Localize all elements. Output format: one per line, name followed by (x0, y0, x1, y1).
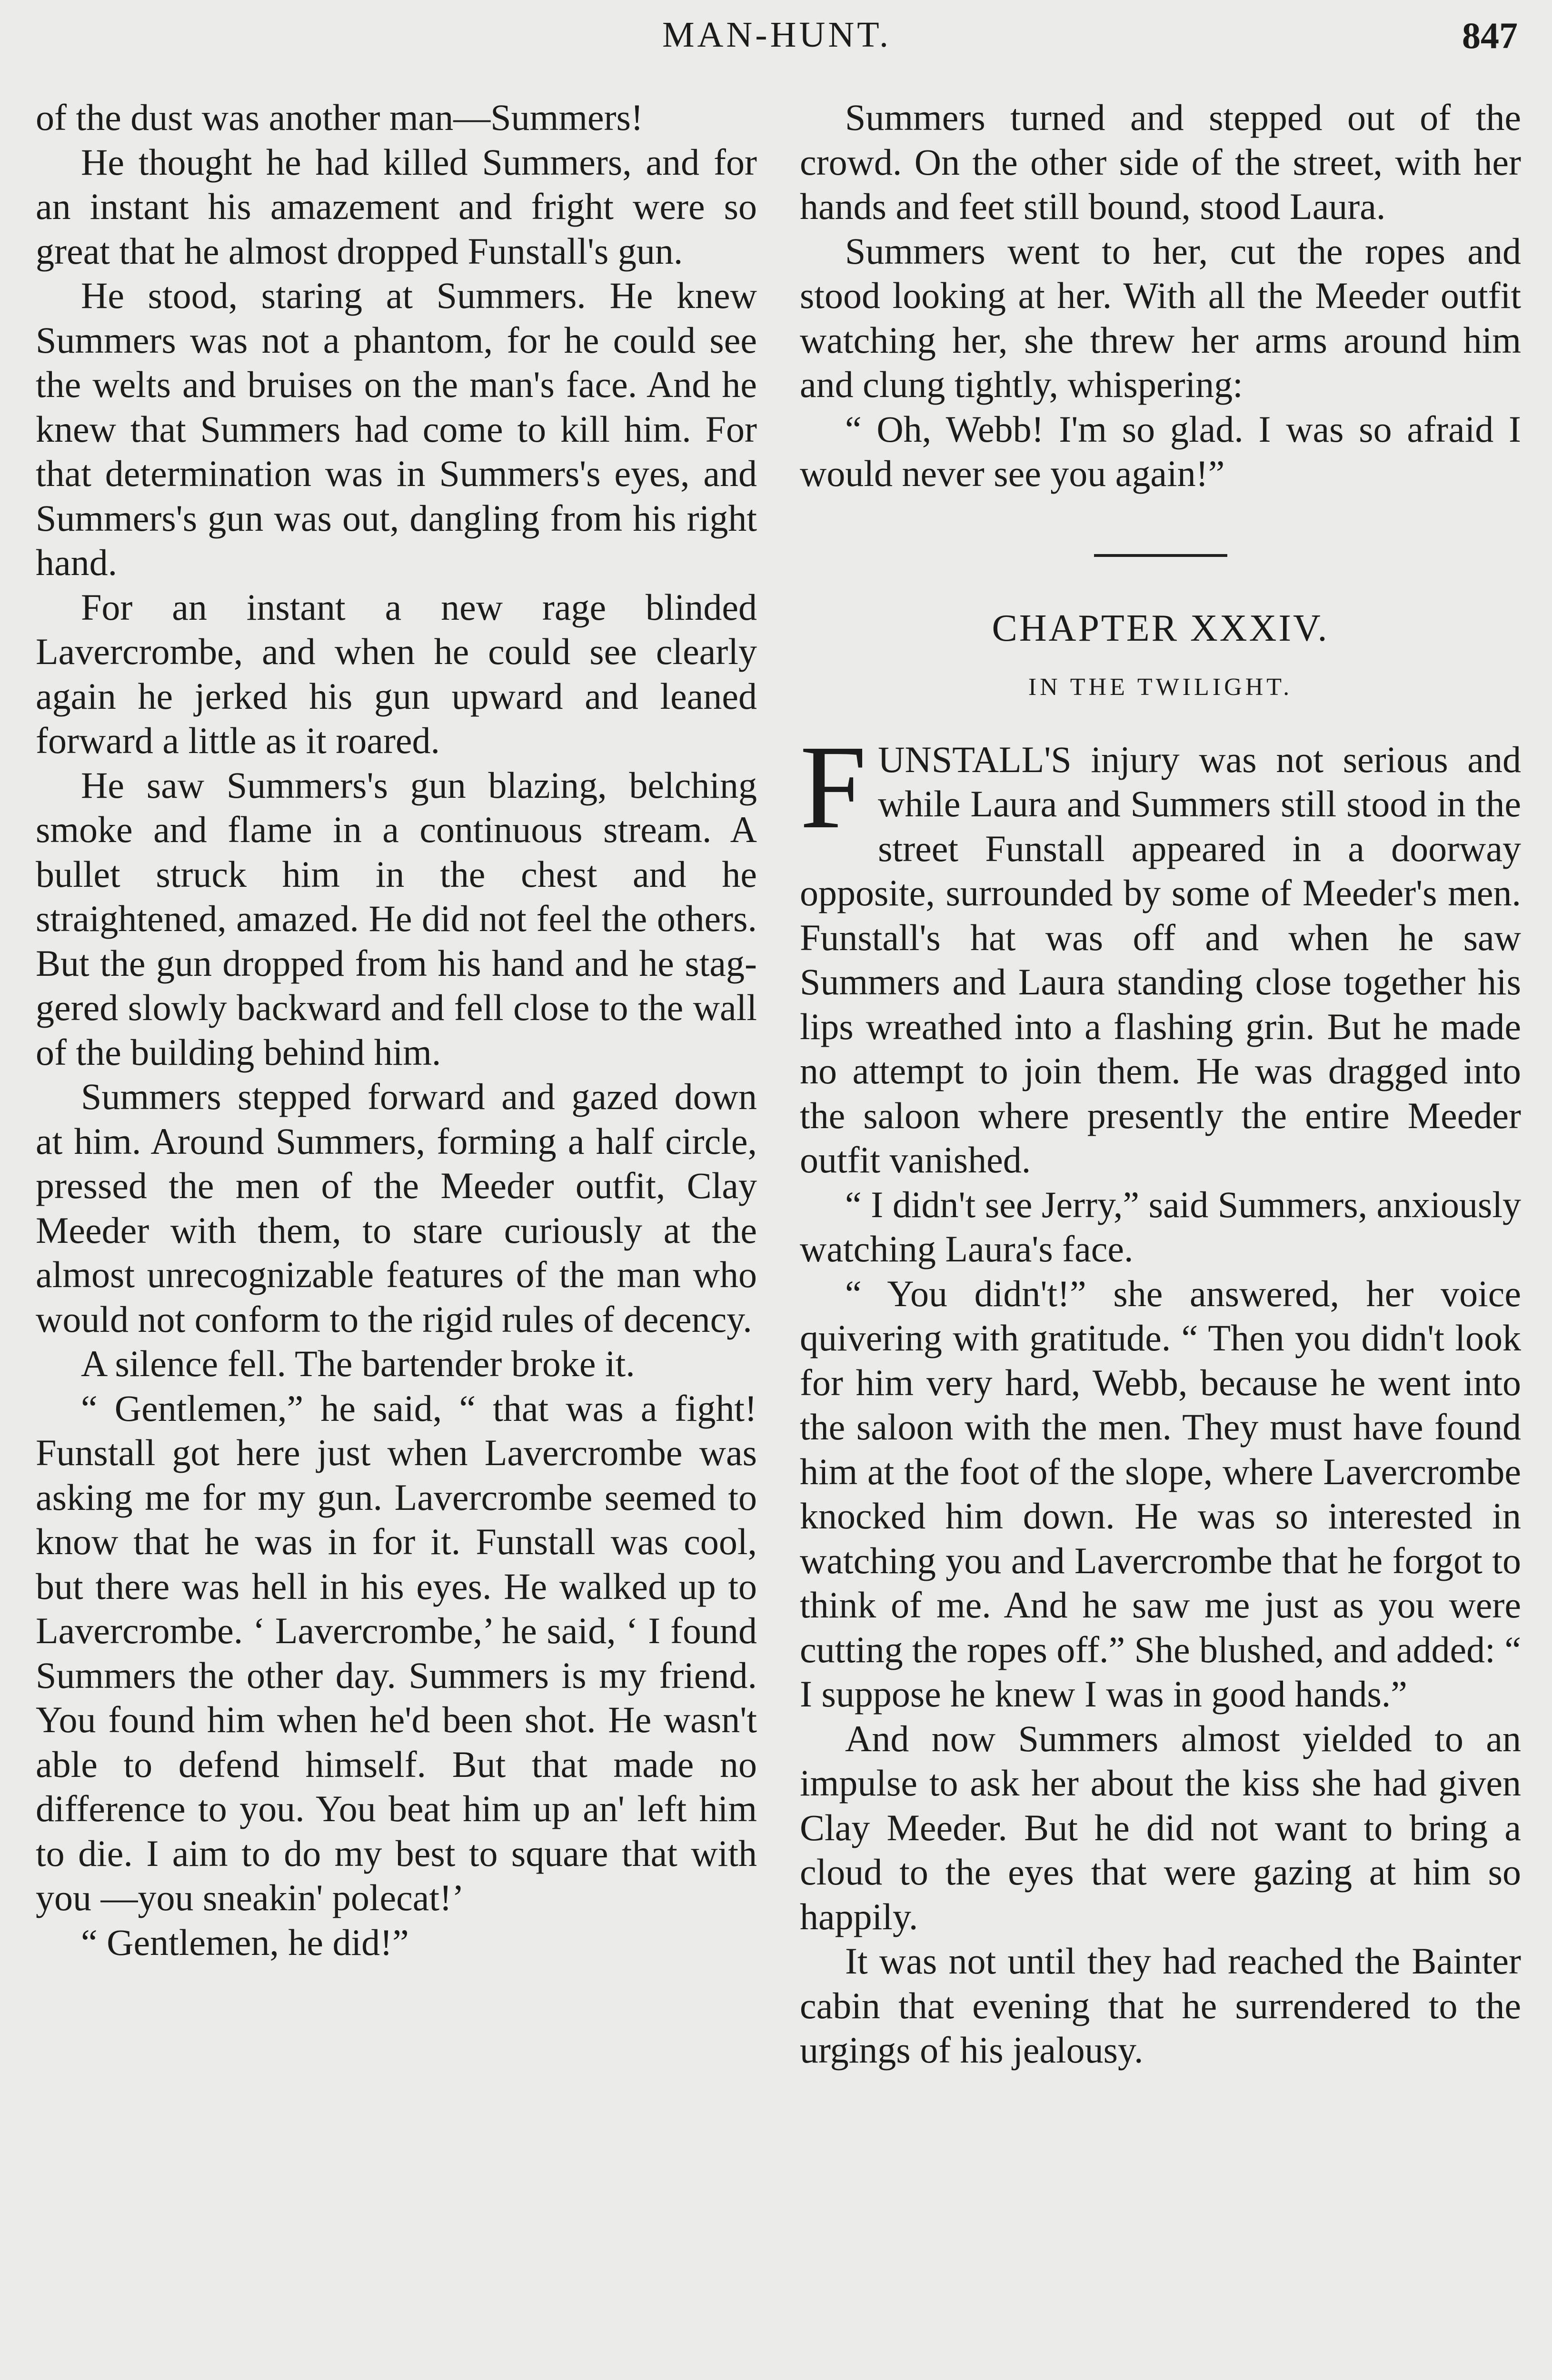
paragraph: For an instant a new rage blinded Lavercrombe, and when he could see clearly again he jerked his gun upward and leaned forward a little as it roared. (36, 586, 757, 761)
drop-cap: F (800, 720, 867, 853)
paragraph: And now Summers almost yielded to an impulse to ask her about the kiss she had given Clay Meeder. But he did not want to bring a cloud to the eyes that were gazing at him so happily. (800, 1717, 1521, 1937)
paragraph: It was not until they had reached the Bainter cabin that evening that he surrendered to the urgings of his jealousy. (800, 1940, 1521, 2071)
page-number: 847 (1462, 15, 1518, 56)
chapter-subtitle: IN THE TWILIGHT. (1028, 674, 1293, 701)
chapter-heading: CHAPTER XXXIV. (992, 607, 1329, 649)
paragraph: Summers turned and stepped out of the crowd. On the other side of the street, with her hands and feet still bound, stood Laura. (800, 97, 1521, 227)
paragraph: He saw Summers's gun blazing, belching smoke and flame in a continuous stream. A bullet struck him in the chest and he straightened, amazed. He did not feel the others. But the gun dropped from his hand and he staggered slowly backward and fell close to the wall of the building behind him. (36, 764, 757, 1073)
paragraph: “ Gentlemen,” he said, “ that was a fight! Funstall got here just when Lavercrombe was asking me for my gun. Lavercrombe seemed to know that he was in for it. Funstall was cool, but there was hell in his eyes. He walked up to Lavercrombe. ‘ Lavercrombe,’ he said, ‘ I found Summers the other day. Summers is my friend. You found him when he'd been shot. He wasn't able to defend himself. But that made no difference to you. You beat him up an' left him to die. I aim to do my best to square that with you —you sneakin' polecat!’ (36, 1387, 757, 1918)
paragraph: Summers went to her, cut the ropes and stood looking at her. With all the Meeder outfit watching her, she threw her arms around him and clung tightly, whispering: (800, 230, 1521, 405)
page-header (36, 10, 1518, 62)
chapter-opening-paragraph (800, 720, 1521, 1182)
paragraph: “ Oh, Webb! I'm so glad. I was so afraid I would never see you again!” (800, 408, 1521, 494)
paragraph: “ Gentlemen, he did!” (81, 1921, 409, 1963)
paragraph: A silence fell. The bartender broke it. (81, 1343, 635, 1384)
paragraph: “ You didn't!” she answered, her voice quivering with gratitude. “ Then you didn't look for him very hard, Webb, because he went into the saloon with the men. They must have found him at the foot of the slope, where Lavercrombe knocked him down. He was so interested in watching you and Lavercrombe that he forgot to think of me. And he saw me just as you were cutting the ropes off.” She blushed, and added: “ I suppose he knew I was in good hands.” (800, 1272, 1521, 1715)
section-divider (1094, 554, 1227, 557)
left-column (36, 95, 757, 1964)
paragraph: He thought he had killed Summers, and for an instant his amazement and fright were so great that he almost dropped Funstall's gun. (36, 141, 757, 272)
paragraph: Summers stepped forward and gazed down at him. Around Summers, forming a half circle, pressed the men of the Meeder outfit, Clay Meeder with them, to stare curiously at the almost unrecognizable features of the man who would not conform to the rigid rules of decency. (36, 1076, 757, 1340)
paragraph: He stood, staring at Summers. He knew Summers was not a phantom, for he could see the welts and bruises on the man's face. And he knew that Summers had come to kill him. For that determination was in Summers's eyes, and Summers's gun was out, dangling from his right hand. (36, 275, 757, 583)
paragraph: of the dust was another man—Summers! (36, 97, 643, 138)
right-column (800, 95, 1521, 2073)
paragraph: “ I didn't see Jerry,” said Summers, anxiously watching Laura's face. (800, 1183, 1521, 1269)
running-title: MAN-HUNT. (662, 15, 892, 55)
chapter-opening-text: UNSTALL'S injury was not serious and while Laura and Summers still stood in the street Funstall appeared in a doorway opposite, surrounded by some of Meeder's men. Funstall's hat was off and when he saw Summers and Laura standing close together his lips wreathed into a flashing grin. But he made no attempt to join them. He was dragged into the saloon where presently the entire Meeder outfit vanished. (800, 738, 1521, 1180)
